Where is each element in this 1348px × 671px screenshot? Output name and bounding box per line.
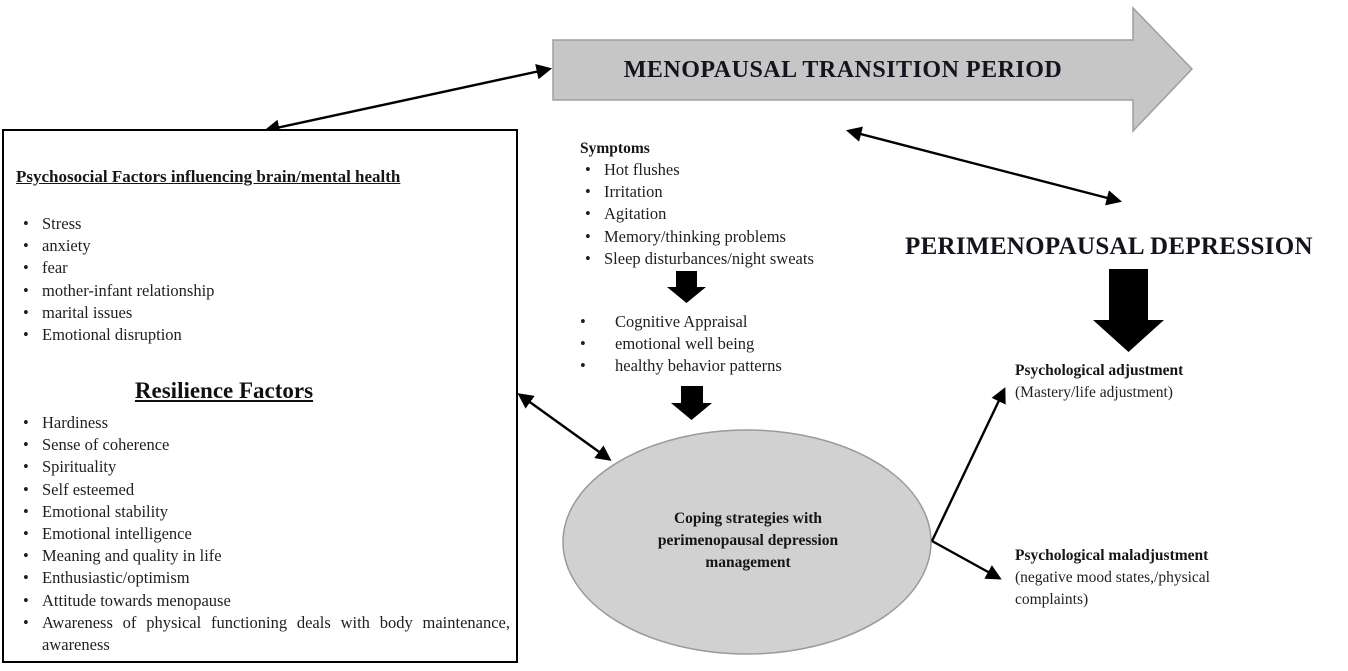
adjustment-subtext: (Mastery/life adjustment) [1015, 384, 1173, 401]
maladjustment-subtext: (negative mood states,/physical complaints) [1015, 569, 1210, 608]
resilience-heading: Resilience Factors [134, 378, 314, 403]
list-item: • healthy behavior patterns [578, 355, 878, 377]
maladjustment-arrow [932, 541, 999, 578]
symptoms-down-arrow [667, 271, 706, 303]
list-item: • emotional well being [578, 333, 878, 355]
list-item: • Awareness of physical functioning deals with body maintenance, awareness [6, 612, 510, 656]
list-item: • Emotional intelligence [6, 523, 510, 545]
list-item: • Sense of coherence [6, 434, 510, 456]
symptoms-heading: Symptoms [580, 140, 650, 157]
banner-title: MENOPAUSAL TRANSITION PERIOD [623, 56, 1063, 83]
list-item: • marital issues [6, 302, 506, 324]
list-item: • Cognitive Appraisal [578, 311, 878, 333]
depression-down-arrow [1093, 269, 1164, 352]
box-banner-connector-arrow [267, 69, 549, 130]
coping-ellipse-label: Coping strategies with perimenopausal depression management [657, 510, 839, 571]
list-item: • Meaning and quality in life [6, 545, 510, 567]
appraisal-down-arrow [671, 386, 712, 420]
list-item: • Spirituality [6, 456, 510, 478]
list-item: • Stress [6, 213, 506, 235]
list-item: • Hot flushes [580, 159, 880, 181]
symptoms-block [580, 138, 880, 270]
maladjustment-heading: Psychological maladjustment [1015, 547, 1209, 564]
list-item: • Enthusiastic/optimism [6, 567, 510, 589]
resilience-list [6, 412, 510, 656]
symptoms-list [580, 159, 880, 270]
list-item: • fear [6, 257, 506, 279]
psychological-adjustment-block [1015, 360, 1265, 404]
appraisal-list [578, 311, 878, 378]
psychological-maladjustment-block [1015, 545, 1255, 611]
list-item: • Attitude towards menopause [6, 590, 510, 612]
adjustment-heading: Psychological adjustment [1015, 362, 1184, 379]
psychosocial-factors-box [2, 129, 518, 663]
psychosocial-heading: Psychosocial Factors influencing brain/mental health [16, 167, 401, 186]
list-item: • Sleep disturbances/night sweats [580, 248, 880, 270]
banner-depression-connector-arrow [849, 131, 1119, 201]
list-item: • Hardiness [6, 412, 510, 434]
list-item: • mother-infant relationship [6, 280, 506, 302]
perimenopausal-depression-heading: PERIMENOPAUSAL DEPRESSION [905, 233, 1313, 260]
list-item: • Emotional stability [6, 501, 510, 523]
box-ellipse-connector-arrow [520, 395, 609, 459]
adjustment-arrow [932, 390, 1004, 541]
list-item: • Memory/thinking problems [580, 226, 880, 248]
list-item: • anxiety [6, 235, 506, 257]
list-item: • Agitation [580, 203, 880, 225]
list-item: • Emotional disruption [6, 324, 506, 346]
psychosocial-list [6, 213, 506, 346]
list-item: • Irritation [580, 181, 880, 203]
list-item: • Self esteemed [6, 479, 510, 501]
